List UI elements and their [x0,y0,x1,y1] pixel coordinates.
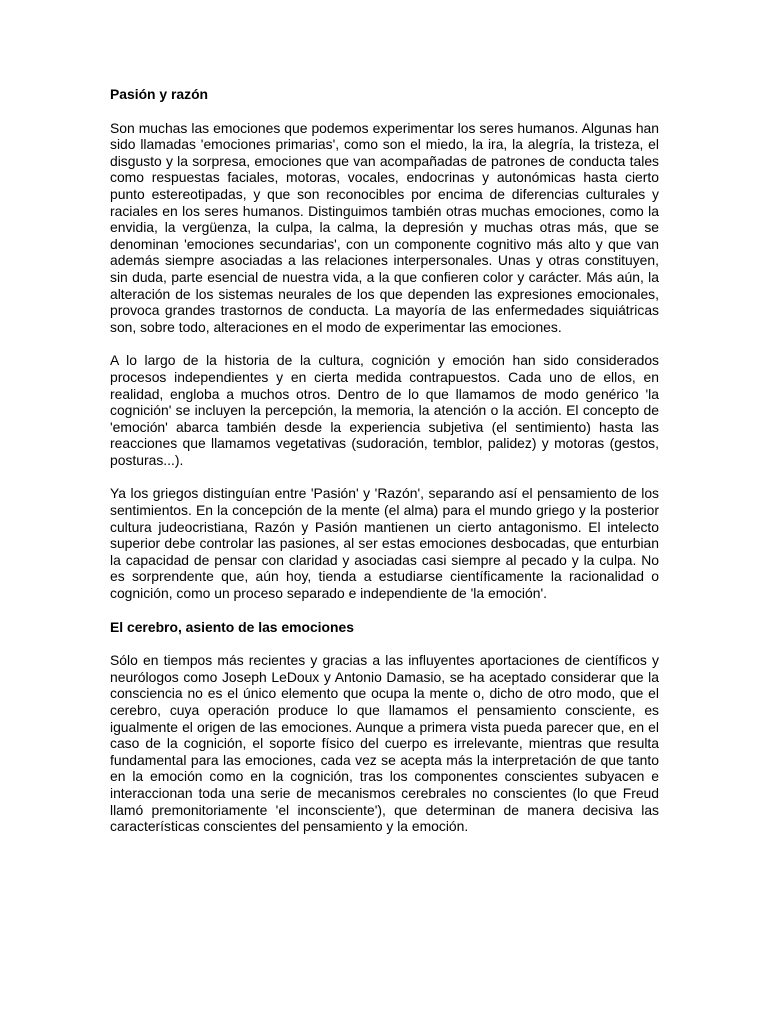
paragraph: Sólo en tiempos más recientes y gracias a las influyentes aportaciones de científicos y neurólogos como Joseph LeDoux y Antonio Damasio, se ha aceptado considerar que la consciencia no es el único elemento que ocupa la mente o, dicho de otro modo, que el cerebro, cuya operación produce lo que llamamos el pensamiento consciente, es igualmente el origen de las emociones. Aunque a primera vista pueda parecer que, en el caso de la cognición, el soporte físico del cuerpo es irrelevante, mientras que resulta fundamental para las emociones, cada vez se acepta más la interpretación de que tanto en la emoción como en la cognición, tras los componentes conscientes subyacen e interaccionan toda una serie de mecanismos cerebrales no conscientes (lo que Freud llamó premonitoriamente 'el inconsciente'), que determinan de manera decisiva las características conscientes del pensamiento y la emoción. [110,652,659,835]
paragraph: A lo largo de la historia de la cultura, cognición y emoción han sido considerados procesos independientes y en cierta medida contrapuestos. Cada uno de ellos, en realidad, engloba a muchos otros. Dentro de lo que llamamos de modo genérico 'la cognición' se incluyen la percepción, la memoria, la atención o la acción. El concepto de 'emoción' abarca también desde la experiencia subjetiva (el sentimiento) hasta las reacciones que llamamos vegetativas (sudoración, temblor, palidez) y motoras (gestos, posturas...). [110,352,659,468]
paragraph: Ya los griegos distinguían entre 'Pasión' y 'Razón', separando así el pensamiento de los sentimientos. En la concepción de la mente (el alma) para el mundo griego y la posterior cultura judeocristiana, Razón y Pasión mantienen un cierto antagonismo. El intelecto superior debe controlar las pasiones, al ser estas emociones desbocadas, que enturbian la capacidad de pensar con claridad y asociadas casi siempre al pecado y la culpa. No es sorprendente que, aún hoy, tienda a estudiarse científicamente la racionalidad o cognición, como un proceso separado e independiente de 'la emoción'. [110,485,659,602]
section-heading: El cerebro, asiento de las emociones [110,618,354,635]
section-heading: Pasión y razón [110,86,209,102]
document-page [110,86,659,852]
paragraph: Son muchas las emociones que podemos experimentar los seres humanos. Algunas han sido llamadas 'emociones primarias', como son el miedo, la ira, la alegría, la tristeza, el disgusto y la sorpresa, emociones que van acompañadas de patrones de conducta tales como respuestas faciales, motoras, vocales, endocrinas y autonómicas hasta cierto punto estereotipadas, y que son reconocibles por encima de diferencias culturales y raciales en los seres humanos. Distinguimos también otras muchas emociones, como la envidia, la vergüenza, la culpa, la calma, la depresión y muchas otras más, que se denominan 'emociones secundarias', con un componente cognitivo más alto y que van además siempre asociadas a las relaciones interpersonales. Unas y otras constituyen, sin duda, parte esencial de nuestra vida, a la que confieren color y carácter. Más aún, la alteración de los sistemas neurales de los que dependen las expresiones emocionales, provoca grandes trastornos de conducta. La mayoría de las enfermedades siquiátricas son, sobre todo, alteraciones en el modo de experimentar las emociones. [110,119,659,335]
